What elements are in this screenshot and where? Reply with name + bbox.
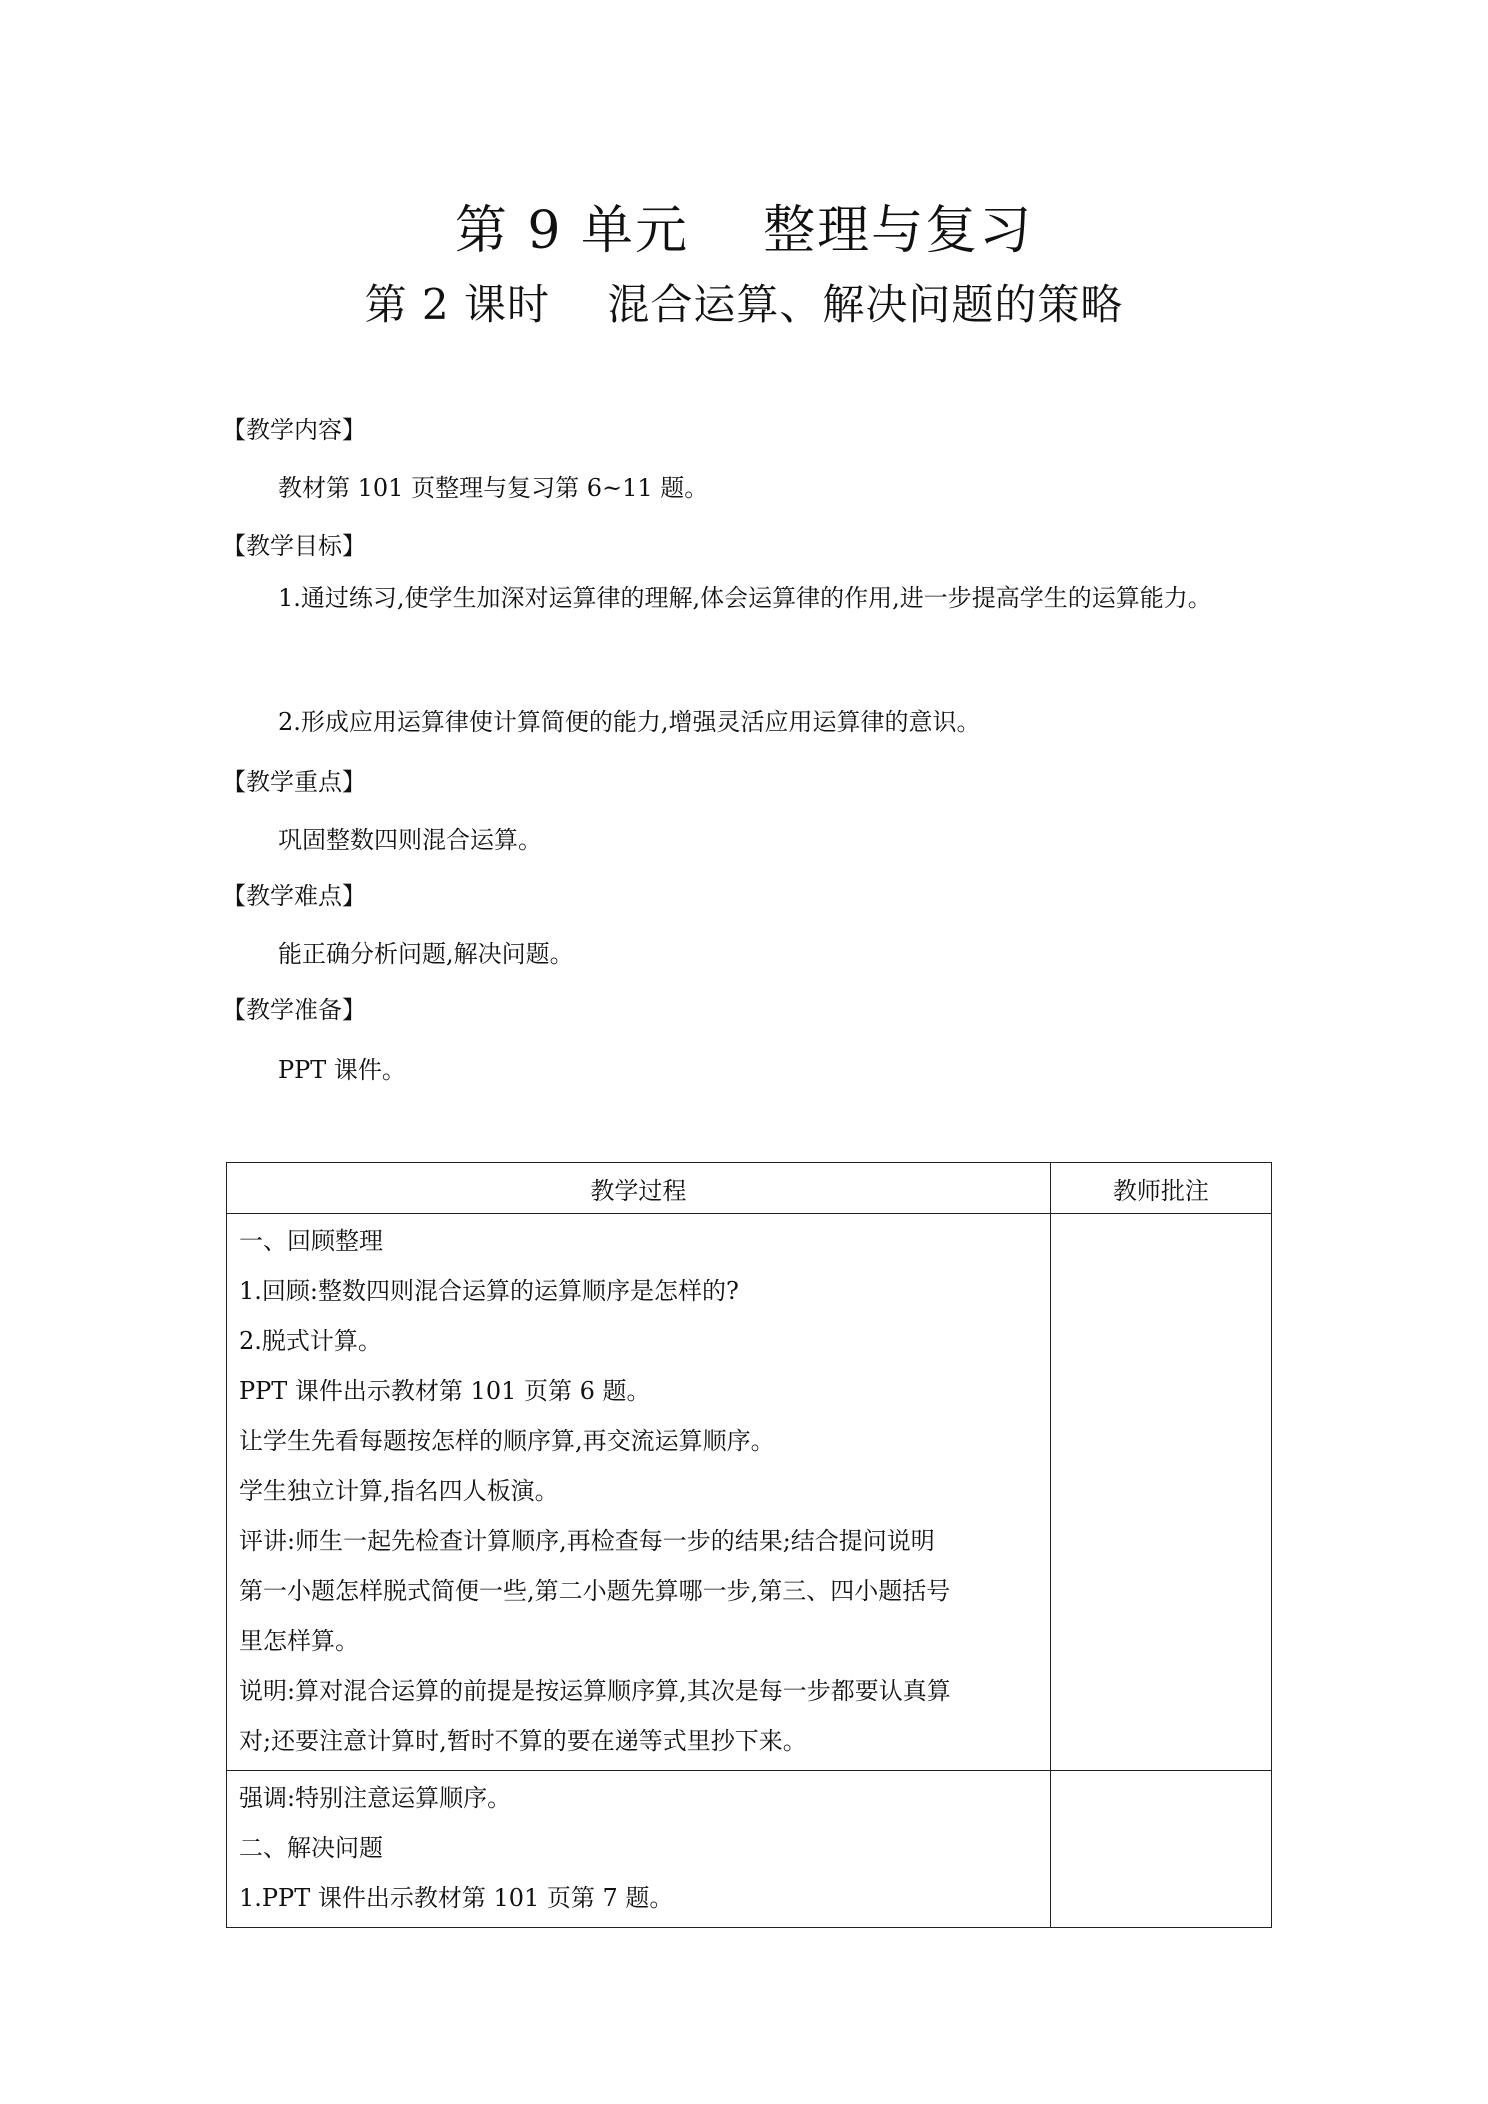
process-line: 1.PPT 课件出示教材第 101 页第 7 题。 xyxy=(239,1884,674,1912)
goal-item-2: 2.形成应用运算律使计算简便的能力,增强灵活应用运算律的意识。 xyxy=(278,708,981,736)
section-label-key-points: 【教学重点】 xyxy=(222,768,366,796)
process-line: 学生独立计算,指名四人板演。 xyxy=(239,1477,559,1505)
table-row xyxy=(227,1771,1272,1928)
process-line: 二、解决问题 xyxy=(239,1834,383,1862)
table-header-row xyxy=(227,1163,1272,1214)
goal-item-1: 1.通过练习,使学生加深对运算律的理解,体会运算律的作用,进一步提高学生的运算能力。 xyxy=(278,584,1212,612)
teacher-note-cell xyxy=(1050,1771,1271,1928)
process-line: 评讲:师生一起先检查计算顺序,再检查每一步的结果;结合提问说明 xyxy=(239,1527,935,1555)
header-teacher-notes: 教师批注 xyxy=(1050,1163,1271,1214)
section-text-key-points: 巩固整数四则混合运算。 xyxy=(278,826,542,854)
process-line: 强调:特别注意运算顺序。 xyxy=(239,1784,512,1812)
section-label-preparation: 【教学准备】 xyxy=(222,996,366,1024)
table-row xyxy=(227,1214,1272,1771)
page-title: 第 9 单元 整理与复习 xyxy=(454,201,1034,261)
section-label-goals: 【教学目标】 xyxy=(222,532,366,560)
process-line: 让学生先看每题按怎样的顺序算,再交流运算顺序。 xyxy=(239,1427,775,1455)
section-label-content: 【教学内容】 xyxy=(222,416,366,444)
process-line: 2.脱式计算。 xyxy=(239,1327,382,1355)
process-line: 说明:算对混合运算的前提是按运算顺序算,其次是每一步都要认真算 xyxy=(239,1677,951,1705)
header-teaching-process: 教学过程 xyxy=(227,1163,1051,1214)
process-line: 1.回顾:整数四则混合运算的运算顺序是怎样的? xyxy=(239,1277,739,1305)
teaching-process-table xyxy=(226,1162,1272,1928)
process-line: PPT 课件出示教材第 101 页第 6 题。 xyxy=(239,1377,651,1405)
process-line: 一、回顾整理 xyxy=(239,1227,383,1255)
section-label-difficulties: 【教学难点】 xyxy=(222,882,366,910)
process-cell xyxy=(227,1214,1051,1771)
section-text-difficulties: 能正确分析问题,解决问题。 xyxy=(278,940,574,968)
page-subtitle: 第 2 课时 混合运算、解决问题的策略 xyxy=(364,280,1124,329)
section-text-preparation: PPT 课件。 xyxy=(278,1056,406,1084)
process-line: 对;还要注意计算时,暂时不算的要在递等式里抄下来。 xyxy=(239,1727,807,1755)
table-body xyxy=(227,1214,1272,1928)
process-line: 里怎样算。 xyxy=(239,1627,359,1655)
process-line: 第一小题怎样脱式简便一些,第二小题先算哪一步,第三、四小题括号 xyxy=(239,1577,951,1605)
teacher-note-cell xyxy=(1050,1214,1271,1771)
section-text-content: 教材第 101 页整理与复习第 6~11 题。 xyxy=(278,474,709,502)
process-cell xyxy=(227,1771,1051,1928)
